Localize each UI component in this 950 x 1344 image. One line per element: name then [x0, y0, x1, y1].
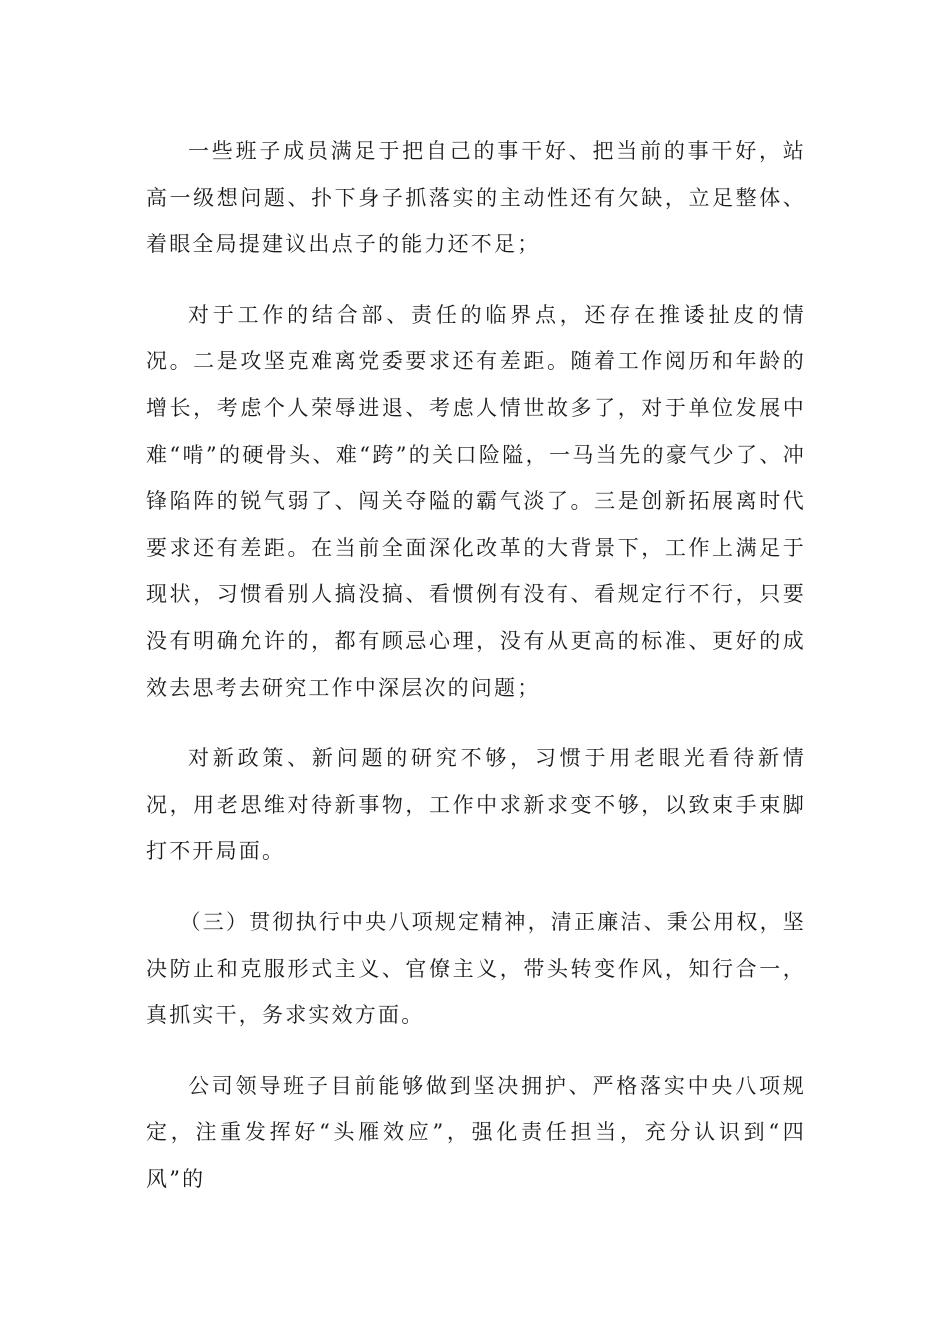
paragraph-3: 对新政策、新问题的研究不够，习惯于用老眼光看待新情况，用老思维对待新事物，工作中求新求变不够，以致束手束脚打不开局面。 — [146, 746, 806, 864]
section-heading-3: （三）贯彻执行中央八项规定精神，清正廉洁、秉公用权，坚决防止和克服形式主义、官僚主义，带头转变作风，知行合一，真抓实干，务求实效方面。 — [146, 909, 806, 1028]
paragraph-1: 一些班子成员满足于把自己的事干好、把当前的事干好，站高一级想问题、扑下身子抓落实的主动性还有欠缺，立足整体、着眼全局提建议出点子的能力还不足； — [146, 139, 806, 257]
document-body — [146, 128, 806, 1226]
paragraph-5: 公司领导班子目前能够做到坚决拥护、严格落实中央八项规定，注重发挥好“头雁效应”，强化责任担当，充分认识到“四风”的 — [146, 1073, 806, 1191]
paragraph-2: 对于工作的结合部、责任的临界点，还存在推诿扯皮的情况。二是攻坚克难离党委要求还有差距。随着工作阅历和年龄的增长，考虑个人荣辱进退、考虑人情世故多了，对于单位发展中难“啃”的硬骨头、难“跨”的关口险隘，一马当先的豪气少了、冲锋陷阵的锐气弱了、闯关夺隘的霸气淡了。三是创新拓展离时代要求还有差距。在当前全面深化改革的大背景下，工作上满足于现状，习惯看别人搞没搞、看惯例有没有、看规定行不行，只要没有明确允许的，都有顾忌心理，没有从更高的标准、更好的成效去思考去研究工作中深层次的问题； — [146, 302, 806, 700]
